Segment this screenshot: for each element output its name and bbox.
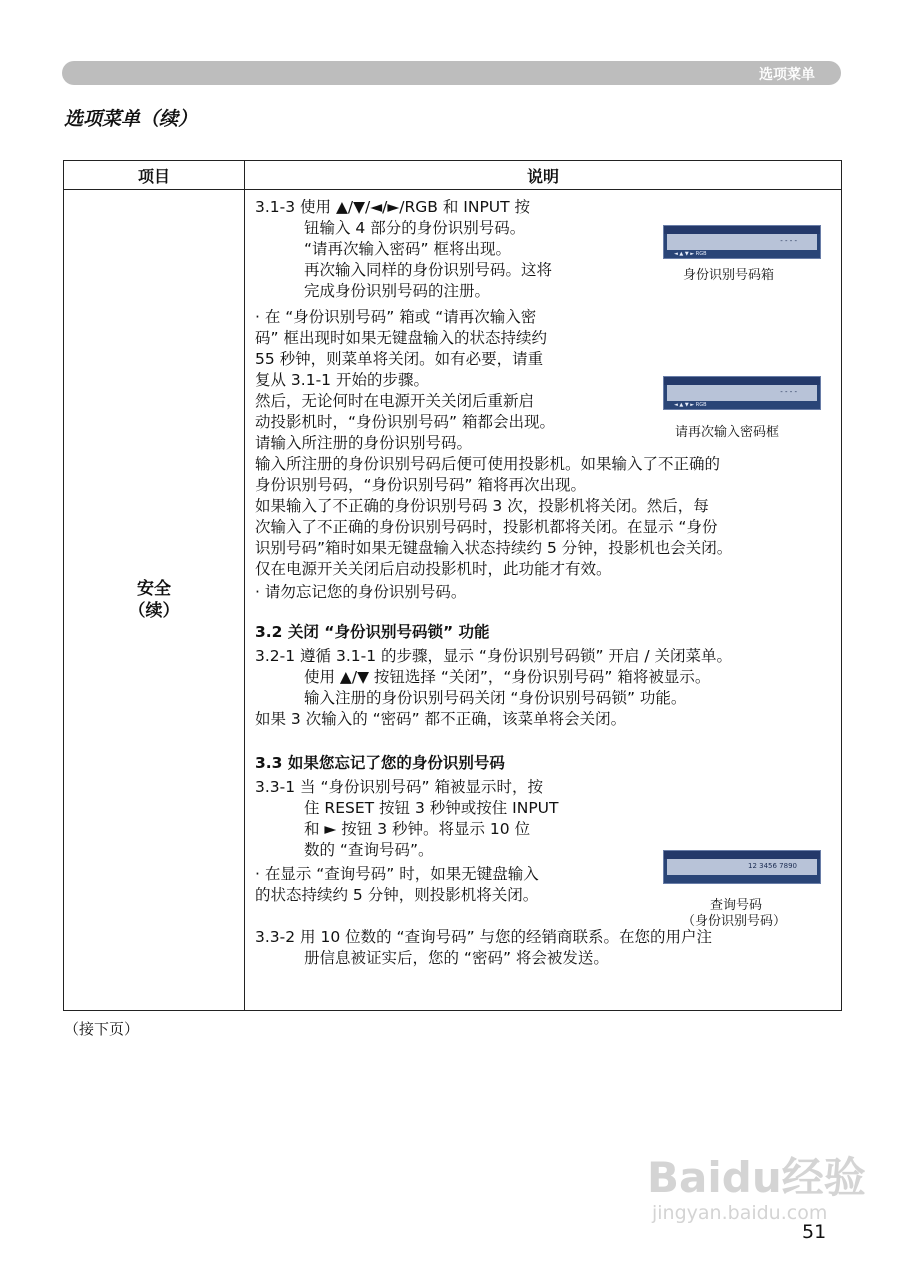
section-heading-3-2: 3.2 关闭 “身份识别号码锁” 功能 — [255, 623, 490, 641]
image-caption: 身份识别号码箱 — [683, 268, 775, 283]
section-heading-3-3: 3.3 如果您忘记了您的身份识别号码 — [255, 754, 505, 772]
desc-line: 3.3-1 当 “身份识别号码” 箱被显示时，按 — [255, 778, 543, 796]
desc-line: 再次输入同样的身份识别号码。这将 — [304, 261, 553, 279]
image-caption: 查询号码 — [710, 898, 763, 913]
page-title: 选项菜单（续） — [64, 108, 198, 130]
screen-value: - - - - — [780, 237, 797, 245]
desc-line: · 在 “身份识别号码” 箱或 “请再次输入密 — [255, 308, 537, 326]
desc-line: 复从 3.1-1 开始的步骤。 — [255, 371, 429, 389]
desc-line: 册信息被证实后，您的 “密码” 将会被发送。 — [304, 949, 609, 967]
item-cell — [64, 190, 245, 1011]
desc-line: · 请勿忘记您的身份识别号码。 — [255, 583, 467, 601]
section-header-bar — [62, 61, 841, 85]
inquiry-code-screenshot — [663, 850, 821, 884]
page-number: 51 — [802, 1221, 827, 1243]
desc-line: 3.1-3 使用 ▲/▼/◄/►/RGB 和 INPUT 按 — [255, 198, 531, 216]
desc-line: 如果输入了不正确的身份识别号码 3 次，投影机将关闭。然后，每 — [255, 497, 709, 515]
column-header-item: 项目 — [64, 161, 245, 190]
desc-line: 3.3-2 用 10 位数的 “查询号码” 与您的经销商联系。在您的用户注 — [255, 928, 713, 946]
image-caption-sub: （身份识别号码） — [682, 914, 787, 929]
desc-line: 55 秒钟，则菜单将关闭。如有必要，请重 — [255, 350, 544, 368]
desc-line: 住 RESET 按钮 3 秒钟或按住 INPUT — [304, 799, 559, 817]
desc-line: 识别号码”箱时如果无键盘输入状态持续约 5 分钟，投影机也会关闭。 — [255, 539, 733, 557]
desc-line: 和 ► 按钮 3 秒钟。将显示 10 位 — [304, 820, 531, 838]
baidu-watermark-url: jingyan.baidu.com — [652, 1202, 828, 1224]
desc-line: “请再次输入密码” 框将出现。 — [304, 240, 511, 258]
desc-line: 码” 框出现时如果无键盘输入的状态持续约 — [255, 329, 547, 347]
continued-note: （接下页） — [64, 1020, 140, 1038]
id-code-box-screenshot: - - - - ◄ ▲ ▼ ► RGB — [663, 225, 821, 259]
desc-line: 完成身份识别号码的注册。 — [304, 282, 491, 300]
desc-line: 身份识别号码，“身份识别号码” 箱将再次出现。 — [255, 476, 586, 494]
desc-line: 然后，无论何时在电源开关关闭后重新启 — [255, 392, 535, 410]
section-header-label: 选项菜单 — [759, 67, 815, 83]
screen-value: - - - - — [780, 388, 797, 396]
desc-line: 请输入所注册的身份识别号码。 — [255, 434, 473, 452]
desc-line: · 在显示 “查询号码” 时，如果无键盘输入 — [255, 865, 539, 883]
item-name: 安全 — [137, 579, 171, 599]
desc-line: 输入注册的身份识别号码关闭 “身份识别号码锁” 功能。 — [304, 689, 687, 707]
options-table — [63, 160, 842, 1011]
desc-line: 输入所注册的身份识别号码后便可使用投影机。如果输入了不正确的 — [255, 455, 721, 473]
desc-line: 数的 “查询号码”。 — [304, 841, 434, 859]
baidu-watermark-logo: Baidu经验 — [647, 1153, 866, 1202]
reenter-password-screenshot: - - - - ◄ ▲ ▼ ► RGB — [663, 376, 821, 410]
desc-line: 使用 ▲/▼ 按钮选择 “关闭”，“身份识别号码” 箱将被显示。 — [304, 668, 711, 686]
desc-line: 次输入了不正确的身份识别号码时，投影机都将关闭。在显示 “身份 — [255, 518, 718, 536]
screen-value: 12 3456 7890 — [748, 862, 797, 870]
desc-line: 钮输入 4 部分的身份识别号码。 — [304, 219, 526, 237]
desc-line: 的状态持续约 5 分钟，则投影机将关闭。 — [255, 886, 539, 904]
desc-line: 仅在电源开关关闭后启动投影机时，此功能才有效。 — [255, 560, 612, 578]
description-cell — [245, 190, 842, 1011]
item-continued: （续） — [128, 601, 180, 621]
desc-line: 如果 3 次输入的 “密码” 都不正确，该菜单将会关闭。 — [255, 710, 627, 728]
desc-line: 3.2-1 遵循 3.1-1 的步骤，显示 “身份识别号码锁” 开启 / 关闭菜单。 — [255, 647, 732, 665]
desc-line: 动投影机时，“身份识别号码” 箱都会出现。 — [255, 413, 555, 431]
column-header-description: 说明 — [245, 161, 842, 190]
image-caption: 请再次输入密码框 — [675, 425, 780, 440]
